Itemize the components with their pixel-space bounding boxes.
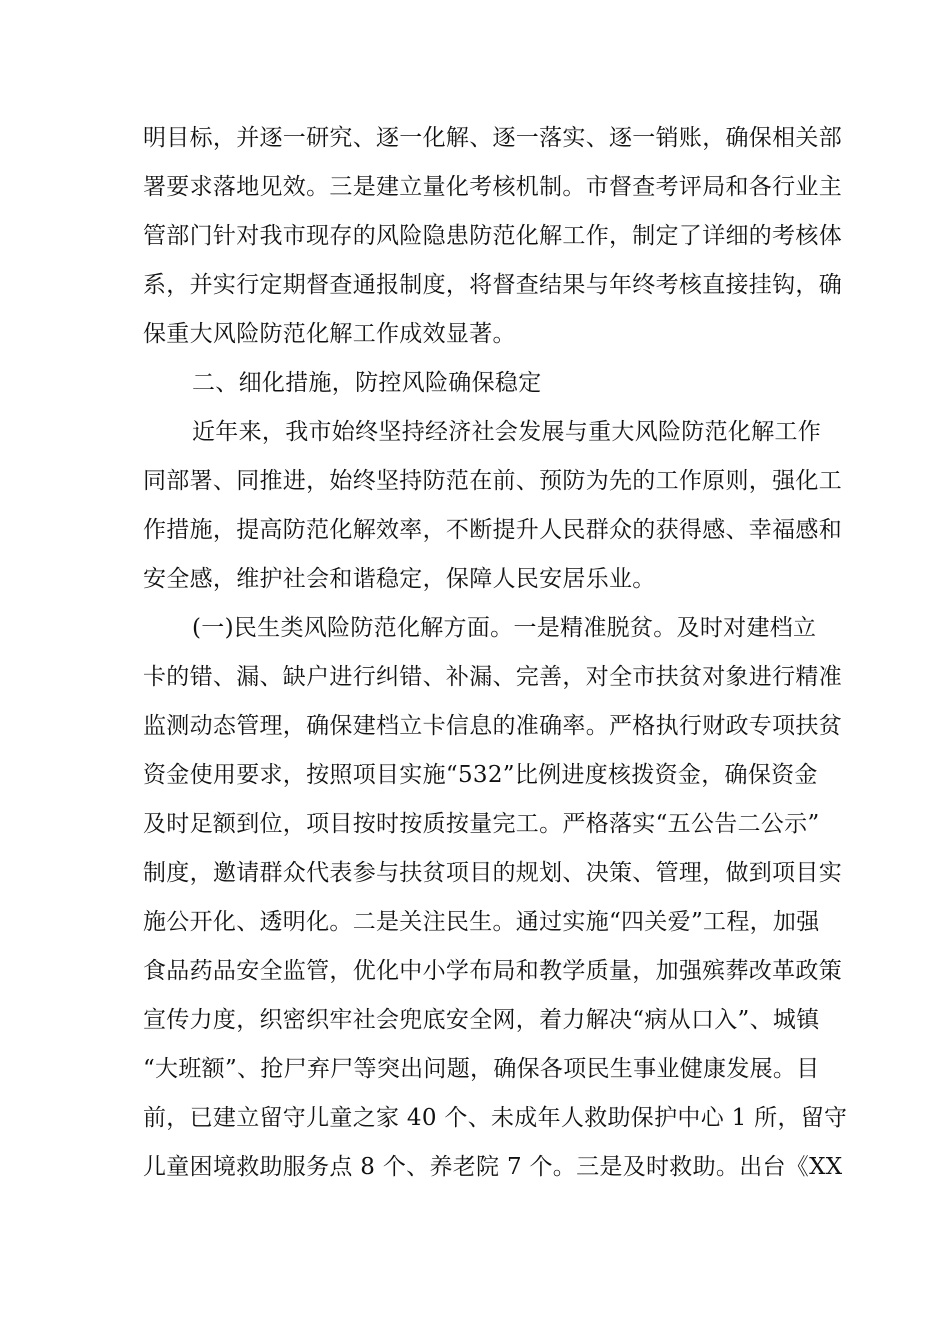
paragraph-line-10: (一)民生类风险防范化解方面。一是精准脱贫。及时对建档立 [192, 615, 817, 641]
paragraph-line-19: “大班额”、抢尸弃尸等突出问题，确保各项民生事业健康发展。目 [143, 1056, 820, 1082]
section-heading: 二、细化措施，防控风险确保稳定 [192, 370, 542, 396]
paragraph-line-21: 儿童困境救助服务点 8 个、养老院 7 个。三是及时救助。出台《XX [143, 1154, 843, 1180]
paragraph-line-17: 食品药品安全监管，优化中小学布局和教学质量，加强殡葬改革政策 [143, 958, 842, 984]
paragraph-line-5: 保重大风险防范化解工作成效显著。 [143, 321, 516, 347]
paragraph-line-4: 系，并实行定期督查通报制度，将督查结果与年终考核直接挂钩，确 [143, 272, 842, 298]
paragraph-line-12: 监测动态管理，确保建档立卡信息的准确率。严格执行财政专项扶贫 [143, 713, 842, 739]
paragraph-line-9: 安全感，维护社会和谐稳定，保障人民安居乐业。 [143, 566, 656, 592]
paragraph-line-7: 同部署、同推进，始终坚持防范在前、预防为先的工作原则，强化工 [143, 468, 842, 494]
paragraph-line-11: 卡的错、漏、缺户进行纠错、补漏、完善，对全市扶贫对象进行精准 [143, 664, 842, 690]
paragraph-line-13: 资金使用要求，按照项目实施“532”比例进度核拨资金，确保资金 [143, 762, 818, 788]
paragraph-line-2: 署要求落地见效。三是建立量化考核机制。市督查考评局和各行业主 [143, 174, 842, 200]
paragraph-line-15: 制度，邀请群众代表参与扶贫项目的规划、决策、管理，做到项目实 [143, 860, 842, 886]
paragraph-line-16: 施公开化、透明化。二是关注民生。通过实施“四关爱”工程，加强 [143, 909, 820, 935]
paragraph-line-8: 作措施，提高防范化解效率，不断提升人民群众的获得感、幸福感和 [143, 517, 842, 543]
paragraph-line-20: 前，已建立留守儿童之家 40 个、未成年人救助保护中心 1 所，留守 [143, 1105, 848, 1131]
paragraph-line-1: 明目标，并逐一研究、逐一化解、逐一落实、逐一销账，确保相关部 [143, 125, 842, 151]
paragraph-line-3: 管部门针对我市现存的风险隐患防范化解工作，制定了详细的考核体 [143, 223, 842, 249]
paragraph-line-14: 及时足额到位，项目按时按质按量完工。严格落实“五公告二公示” [143, 811, 820, 837]
paragraph-line-18: 宣传力度，织密织牢社会兜底安全网，着力解决“病从口入”、城镇 [143, 1007, 820, 1033]
paragraph-line-6: 近年来，我市始终坚持经济社会发展与重大风险防范化解工作 [192, 419, 822, 445]
